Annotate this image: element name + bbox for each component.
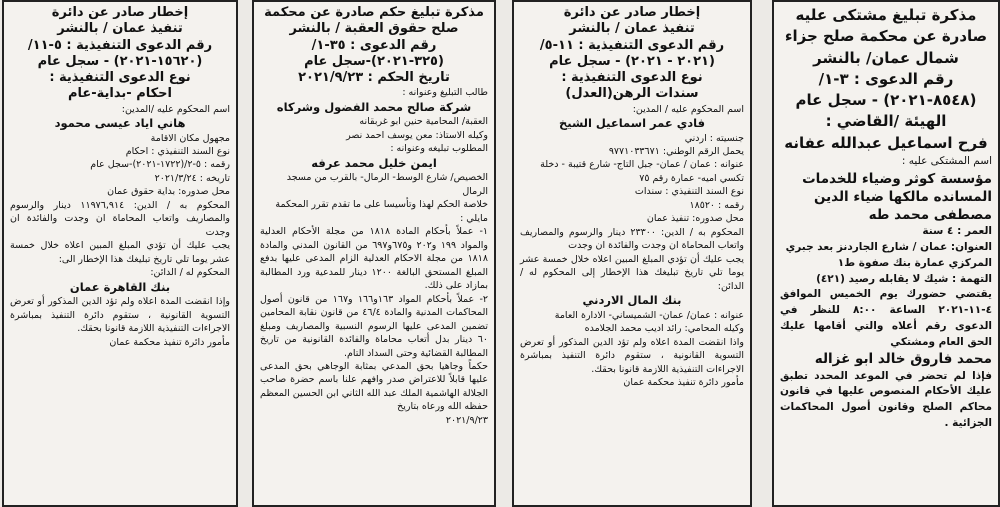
requester-label: طالب التبليغ وعنوانه : bbox=[402, 87, 488, 99]
signature: مأمور دائرة تنفيذ محكمة عمان bbox=[109, 336, 230, 348]
requester-lawyer: وكيله الاستاذ: معن يوسف احمد نصر bbox=[346, 129, 488, 141]
defendant-label: اسم المحكوم عليه /المدين: bbox=[121, 103, 230, 115]
instrument-type: نوع السند التنفيذي : احكام bbox=[125, 145, 230, 157]
summons-footer: فإذا لم تحضر في الموعد المحدد تطبق عليك الأحكام المنصوص عليها في قانون محاكم الصلح وقانون أصول المحاكمات الجزائية . bbox=[780, 369, 992, 429]
creditor-address: عنوانه : عمان/ عمان- الشميساني- الادارة العامة bbox=[554, 309, 744, 321]
notice-title-line: إخطار صادر عن دائرة bbox=[563, 5, 701, 20]
charge: التهمة : شيك لا يقابله رصيد (٤٢١) bbox=[816, 272, 992, 285]
creditor-label: المحكوم له / الدائن: bbox=[150, 267, 230, 279]
case-register: (١٥٦٢٠-٢٠٢١) - سجل عام bbox=[37, 53, 203, 69]
judgment-closing: حكماً وجاهيا بحق المدعي بمثابة الوجاهي بحق المدعى عليها قابلاً للاعتراض صدر وافهم علنا باسم حضرة صاحب الجلالة الهاشمية الملك عبد الله الثاني ابن الحسين المعظم حفظه الله ورعاه بتاريخ bbox=[260, 361, 488, 413]
summons-text: يقتضي حضورك يوم الخميس الموافق ٤-١١-٢٠٢١ الساعة ٨:٠٠ للنظر في الدعوى رقم أعلاه والتي أقامها عليك الحق العام ومشتكي bbox=[780, 288, 992, 348]
instrument-number: رقمه : ١٨٥٢٠ bbox=[689, 199, 744, 211]
defendant-age: العمر : ٤ سنة bbox=[922, 225, 992, 238]
defendant-label: اسم المشتكى عليه : bbox=[901, 155, 992, 168]
panel-label: الهيئة /القاضي : bbox=[825, 112, 947, 131]
notice-execution-column-1 bbox=[512, 0, 752, 507]
case-register: (٨٥٤٨-٢٠٢١) - سجل عام bbox=[795, 91, 977, 110]
defendant-name: مؤسسة كوثر وضياء للخدمات المسانده مالكها ضياء الدين مصطفى محمد طه bbox=[802, 170, 992, 224]
case-number: رقم الدعوى التنفيذية : ٥-١١/ bbox=[27, 37, 213, 53]
instrument-issuer: محل صدوره: بداية حقوق عمان bbox=[107, 186, 230, 198]
defendant-residence: مجهول مكان الاقامة bbox=[150, 132, 230, 144]
defendant-national-id: يحمل الرقم الوطني: ٩٧٧١٠٣٣٦٧١ bbox=[608, 145, 744, 157]
notice-title-line: تنفيذ عمان / بالنشر bbox=[57, 21, 183, 37]
judgment-summary: خلاصة الحكم لهذا وتأسيسا على ما تقدم تقرر المحكمة مايلي : bbox=[275, 199, 488, 224]
complainant-name: محمد فاروق خالد ابو غزاله bbox=[814, 351, 992, 368]
defendant-nationality: جنسيته : اردني bbox=[684, 132, 744, 144]
judgment-amount: المحكوم به / الدين: ١١٩٧٦,٩١٤ دينار والرسوم والمصاريف واتعاب المحاماة ان وجدت والفائدة ان وجدت bbox=[10, 199, 230, 238]
notice-title-line: مذكرة تبليغ حكم صادرة عن محكمة bbox=[264, 5, 484, 20]
notice-title-line: تنفيذ عمان / بالنشر bbox=[569, 21, 695, 37]
notice-title-line: شمال عمان/ بالنشر bbox=[813, 48, 959, 67]
notice-title-line: صلح حقوق العقبة / بالنشر bbox=[289, 21, 459, 37]
notice-title-line: إخطار صادر عن دائرة bbox=[51, 5, 189, 20]
judge-name: فرح اسماعيل عبدالله عفانه bbox=[784, 133, 988, 152]
creditor-name: بنك القاهرة عمان bbox=[69, 279, 171, 294]
case-register: (٢٠٢١ - ٢٠٢١) - سجل عام bbox=[549, 53, 715, 69]
requester-name: شركة صالح محمد الفضول وشركاه bbox=[276, 99, 472, 114]
ruling-item-2: ٢- عملاً بأحكام المواد ١٦٣و١٦٦ و١٦٧ من قانون أصول المحاكمات المدنية والمادة ٤٦/٤ من قانون نقابة المحامين تضمين المدعى عليها الرسوم النسبية والمصاريف ومبلغ ٦٠ دينار بدل أتعاب محاماة والفائدة القانونية من تاريخ المطالبة القضائية وحتى السداد التام. bbox=[260, 293, 489, 359]
instrument-type: نوع السند التنفيذي : سندات bbox=[634, 186, 744, 198]
judgment-date: تاريخ الحكم : ٢٠٢١/٩/٢٣ bbox=[298, 70, 450, 85]
case-type: احكام -بداية-عام bbox=[67, 86, 172, 102]
defendant-label: اسم المحكوم عليه / المدين: bbox=[632, 103, 744, 115]
execution-warning: وإذا انقضت المدة اعلاه ولم تؤد الدين المذكور أو تعرض التسوية القانونية ، ستقوم دائرة التنفيذ بمباشرة الاجراءات التنفيذية اللازمة قانونا بحقك. bbox=[10, 296, 230, 335]
execution-warning: واذا انقضت المدة اعلاه ولم تؤد الدين المذكور أو تعرض التسوية القانونية ، ستقوم دائرة التنفيذ بمباشرة الاجراءات التنفيذية اللازمة قانونا بحقك. bbox=[520, 336, 744, 375]
instrument-number: رقمه : ٥-٢/(١٧٢٢-٢٠٢١)-سجل عام bbox=[90, 159, 230, 171]
notice-title-line: صادرة عن محكمة صلح جزاء bbox=[784, 27, 988, 46]
case-type-label: نوع الدعوى التنفيذية : bbox=[561, 70, 703, 85]
notified-name: ايمن خليل محمد عرفه bbox=[311, 155, 437, 170]
instrument-date: تاريخه : ٢٠٢١/٣/٢٤ bbox=[154, 172, 230, 184]
notified-address: الخصيص/ شارع الوسط- الرمال- بالقرب من مسجد الرمال bbox=[286, 172, 488, 197]
requester-address: العقبة/ المحامية حنين ابو غربقانه bbox=[359, 116, 488, 128]
defendant-name: هاني اياد عيسى محمود bbox=[54, 115, 186, 130]
instrument-issuer: محل صدوره: تنفيذ عمان bbox=[646, 213, 744, 225]
case-number: رقم الدعوى التنفيذية : ١١-٥/ bbox=[539, 37, 725, 53]
defendant-name: فادي عمر اسماعيل الشيخ bbox=[558, 115, 706, 130]
notice-judgment-column bbox=[252, 0, 496, 507]
case-register: (٣٢٥-٢٠٢١)-سجل عام bbox=[304, 53, 444, 69]
defendant-address: العنوان: عمان / شارع الجاردنز بعد جبري المركزي عمارة بنك صفوة ط١ bbox=[785, 241, 992, 269]
notice-execution-column-2 bbox=[2, 0, 238, 507]
creditor-lawyer: وكيله المحامي: رائد اديب محمد الجلامده bbox=[584, 323, 744, 335]
notified-label: المطلوب تبليغه وعنوانه : bbox=[390, 143, 488, 155]
notice-title-line: مذكرة تبليغ مشتكى عليه bbox=[795, 6, 977, 24]
defendant-address: عنوانه : عمان / عمان- جبل التاج- شارع قتيبة - دخلة تكسي اميه- عمارة رقم ٧٥ bbox=[540, 159, 744, 184]
closing-date: ٢٠٢١/٩/٢٣ bbox=[445, 414, 488, 426]
case-type: سندات الرهن(العدل) bbox=[565, 86, 699, 102]
payment-notice: يجب عليك أن تؤدي المبلغ المبين اعلاه خلال خمسة عشر يوما تلي تاريخ تبليغك هذا الإخطار إلى المحكوم له / الدائن: bbox=[520, 253, 744, 292]
creditor-name: بنك المال الاردني bbox=[582, 293, 682, 308]
signature: مأمور دائرة تنفيذ محكمة عمان bbox=[623, 377, 744, 389]
case-number: رقم الدعوى : ٣-١/ bbox=[818, 69, 954, 88]
case-type-label: نوع الدعوى التنفيذية : bbox=[49, 70, 191, 85]
judgment-amount: المحكوم به / الدين: ٢٣٣٠٠ دينار والرسوم والمصاريف واتعاب المحاماة ان وجدت والفائدة ان وجدت bbox=[520, 226, 744, 252]
payment-notice: يجب عليك أن تؤدي المبلغ المبين اعلاه خلال خمسة عشر يوما تلي تاريخ تبليغك هذا الإخطار الى: bbox=[10, 240, 230, 265]
case-number: رقم الدعوى : ٣٥-١/ bbox=[311, 37, 437, 53]
ruling-item-1: ١- عملاً بأحكام المادة ١٨١٨ من مجلة الأحكام العدلية والمواد ١٩٩ و٢٠٢ و٦٧٥و٦٩٧ من القانون المدني والمادة ١٨١٨ من مجلة الاحكام العدلية الزام المدعى عليها بدفع المبلغ المستحق البالغة ١٢٠٠ دينار للمدعية ورد المطالبة بمازاد على ذلك. bbox=[260, 226, 488, 292]
notice-summons-column bbox=[772, 0, 1000, 507]
